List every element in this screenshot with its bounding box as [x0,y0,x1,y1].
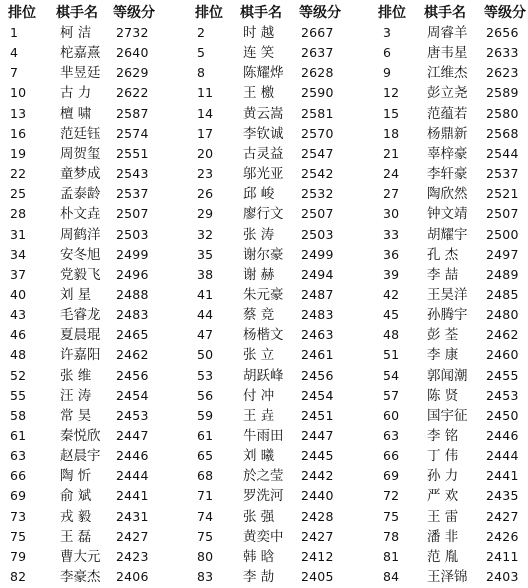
rating-cell: 2483 [301,307,334,323]
rank-cell: 22 [10,166,27,182]
rating-cell: 2494 [301,266,334,282]
rank-cell: 80 [197,548,214,564]
header-rank: 排位 [378,5,406,21]
rank-cell: 51 [383,347,400,363]
header-rating: 等级分 [113,5,155,21]
table-row [0,526,528,548]
rank-cell: 69 [10,488,27,504]
player-name-cell: 党毅飞 [60,266,101,283]
rating-cell: 2463 [301,327,334,343]
player-name-cell: 常 昊 [60,407,92,424]
rank-cell: 65 [197,448,214,464]
table-row [0,485,528,507]
rank-cell: 59 [197,407,214,423]
rank-cell: 83 [197,569,214,585]
player-name-cell: 周贺玺 [60,145,101,162]
player-name-cell: 李豪杰 [60,569,101,586]
rating-cell: 2447 [116,428,149,443]
player-name-cell: 朴文垚 [60,206,101,223]
rating-cell: 2427 [486,508,519,524]
rating-cell: 2544 [486,145,519,161]
table-row [0,546,528,568]
rank-cell: 36 [383,246,400,262]
player-name-cell: 蔡 竞 [243,307,275,324]
rating-cell: 2551 [116,145,149,161]
rating-cell: 2461 [301,347,334,363]
rating-cell: 2732 [116,25,149,40]
rank-cell: 25 [10,186,27,202]
table-row [0,264,528,286]
header-rating: 等级分 [299,5,341,21]
rating-cell: 2507 [486,206,519,222]
player-name-cell: 牛雨田 [243,428,284,444]
player-name-cell: 江维杰 [427,65,468,82]
player-name-cell: 许嘉阳 [60,347,101,364]
rating-cell: 2435 [486,488,519,504]
rating-cell: 2532 [301,186,334,202]
rank-cell: 39 [383,266,400,282]
rating-cell: 2488 [116,286,149,302]
rank-cell: 78 [383,528,400,544]
rank-cell: 23 [197,166,214,182]
rank-cell: 71 [197,488,214,504]
rating-cell: 2453 [486,387,519,403]
player-name-cell: 戎 毅 [60,508,92,525]
rating-cell: 2423 [116,548,149,564]
header-row [0,2,528,24]
rank-cell: 55 [10,387,27,403]
table-row [0,425,528,447]
rating-cell: 2499 [301,246,334,262]
rating-cell: 2441 [486,468,519,484]
player-name-cell: 俞 斌 [60,488,92,505]
player-name-cell: 付 冲 [243,387,275,404]
rank-cell: 3 [383,25,392,40]
player-name-cell: 范蕴若 [427,105,468,122]
player-name-cell: 严 欢 [427,488,459,505]
rating-cell: 2485 [486,286,519,302]
player-name-cell: 朱元豪 [243,286,284,303]
rating-cell: 2507 [116,206,149,222]
player-name-cell: 李轩豪 [427,166,468,183]
rating-cell: 2465 [116,327,149,343]
player-name-cell: 范 胤 [427,548,459,565]
rank-cell: 7 [10,65,19,81]
rating-cell: 2427 [116,528,149,544]
rank-cell: 11 [197,85,214,101]
rating-cell: 2431 [116,508,149,524]
player-name-cell: 陈耀烨 [243,65,284,82]
player-name-cell: 古灵益 [243,145,284,162]
player-name-cell: 张 强 [243,508,275,525]
rating-cell: 2454 [301,387,334,403]
player-name-cell: 李 铭 [427,428,459,444]
player-name-cell: 孟泰龄 [60,186,101,203]
rank-cell: 72 [383,488,400,504]
rating-cell: 2444 [486,448,519,464]
rank-cell: 38 [197,266,214,282]
player-name-cell: 韩 晗 [243,548,275,565]
player-name-cell: 周鹤洋 [60,226,101,243]
rank-cell: 8 [197,65,206,81]
rank-cell: 46 [10,327,27,343]
rank-cell: 21 [383,145,400,161]
rating-cell: 2444 [116,468,149,484]
rating-cell: 2537 [486,166,519,182]
rating-cell: 2500 [486,226,519,242]
player-name-cell: 童梦成 [60,166,101,183]
rank-cell: 50 [197,347,214,363]
player-name-cell: 曹大元 [60,548,101,565]
table-row [0,183,528,205]
rank-cell: 63 [10,448,27,464]
header-rank: 排位 [8,5,36,21]
table-row [0,405,528,427]
rank-cell: 31 [10,226,27,242]
rating-cell: 2428 [301,508,334,524]
rating-cell: 2427 [301,528,334,544]
rating-cell: 2581 [301,105,334,121]
rank-cell: 1 [10,25,19,40]
rank-cell: 34 [10,246,27,262]
player-name-cell: 孙腾宇 [427,307,468,324]
rating-cell: 2454 [116,387,149,403]
rating-cell: 2542 [301,166,334,182]
rating-cell: 2537 [116,186,149,202]
rating-cell: 2580 [486,105,519,121]
player-name-cell: 王 檄 [243,85,275,102]
table-row [0,566,528,588]
player-name-cell: 邬光亚 [243,166,284,183]
rating-cell: 2570 [301,125,334,141]
rating-cell: 2590 [301,85,334,101]
rating-cell: 2441 [116,488,149,504]
rank-cell: 52 [10,367,27,383]
rank-cell: 60 [383,407,400,423]
rating-cell: 2521 [486,186,519,202]
rating-cell: 2487 [301,286,334,302]
rank-cell: 75 [383,508,400,524]
rating-cell: 2411 [486,548,519,564]
rank-cell: 43 [10,307,27,323]
rating-cell: 2480 [486,307,519,323]
table-row [0,224,528,246]
rating-cell: 2489 [486,266,519,282]
rank-cell: 6 [383,45,392,61]
table-row [0,385,528,407]
player-name-cell: 潘 非 [427,528,459,545]
player-name-cell: 王 雷 [427,508,459,525]
rank-cell: 63 [383,428,400,443]
rating-cell: 2543 [116,166,149,182]
player-name-cell: 张 立 [243,347,275,364]
table-row [0,203,528,225]
table-row [0,42,528,64]
player-name-cell: 安冬旭 [60,246,101,263]
rank-cell: 44 [197,307,214,323]
player-name-cell: 王泽锦 [427,569,468,586]
player-name-cell: 王 垚 [243,407,275,424]
header-player: 棋手名 [424,5,466,21]
rating-cell: 2633 [486,45,519,61]
rank-cell: 82 [10,569,27,585]
player-name-cell: 王 磊 [60,528,92,545]
player-name-cell: 秦悦欣 [60,428,101,444]
rating-cell: 2629 [116,65,149,81]
player-name-cell: 彭立尧 [427,85,468,102]
player-name-cell: 罗洗河 [243,488,284,505]
rank-cell: 20 [197,145,214,161]
rating-cell: 2547 [301,145,334,161]
rank-cell: 61 [197,428,214,443]
rank-cell: 15 [383,105,400,121]
rank-cell: 17 [197,125,214,141]
rating-cell: 2445 [301,448,334,464]
player-name-cell: 汪 涛 [60,387,92,404]
rating-cell: 2456 [301,367,334,383]
rank-cell: 30 [383,206,400,222]
rank-cell: 61 [10,428,27,443]
rank-cell: 74 [197,508,214,524]
player-name-cell: 李 劼 [243,569,275,586]
rating-cell: 2628 [301,65,334,81]
player-name-cell: 古 力 [60,85,92,102]
rating-cell: 2403 [486,569,519,585]
rating-cell: 2455 [486,367,519,383]
rating-cell: 2451 [301,407,334,423]
rating-cell: 2446 [116,448,149,464]
rank-cell: 40 [10,286,27,302]
rank-cell: 14 [197,105,214,121]
rank-cell: 75 [10,528,27,544]
table-row [0,82,528,104]
header-rank: 排位 [195,5,223,21]
rating-cell: 2507 [301,206,334,222]
rank-cell: 48 [383,327,400,343]
table-row [0,103,528,125]
table-row [0,324,528,346]
player-name-cell: 檀 啸 [60,105,92,122]
player-name-cell: 国宇征 [427,407,468,424]
player-name-cell: 刘 星 [60,286,92,303]
player-name-cell: 陶 忻 [60,468,92,485]
table-row [0,163,528,185]
player-name-cell: 谢尔豪 [243,246,284,263]
rating-cell: 2456 [116,367,149,383]
player-name-cell: 谢 赫 [243,266,275,283]
rating-cell: 2640 [116,45,149,61]
rank-cell: 5 [197,45,206,61]
rank-cell: 37 [10,266,27,282]
rank-cell: 16 [10,125,27,141]
rank-cell: 45 [383,307,400,323]
table-row [0,365,528,387]
rank-cell: 29 [197,206,214,222]
rating-cell: 2440 [301,488,334,504]
player-name-cell: 杨鼎新 [427,125,468,142]
rating-cell: 2496 [116,266,149,282]
rating-cell: 2405 [301,569,334,585]
rank-cell: 69 [383,468,400,484]
rank-cell: 42 [383,286,400,302]
rank-cell: 24 [383,166,400,182]
rank-cell: 53 [197,367,214,383]
rank-cell: 47 [197,327,214,343]
table-row [0,344,528,366]
rank-cell: 9 [383,65,392,81]
player-name-cell: 廖行文 [243,206,284,223]
table-row [0,445,528,467]
player-name-cell: 刘 曦 [243,448,275,465]
rating-cell: 2483 [116,307,149,323]
player-name-cell: 钟文靖 [427,206,468,223]
player-name-cell: 於之莹 [243,468,284,485]
rank-cell: 19 [10,145,27,161]
rating-cell: 2446 [486,428,519,443]
player-name-cell: 李 康 [427,347,459,364]
rank-cell: 54 [383,367,400,383]
rank-cell: 2 [197,25,206,40]
rank-cell: 68 [197,468,214,484]
table-row [0,506,528,528]
rating-cell: 2460 [486,347,519,363]
rank-cell: 84 [383,569,400,585]
table-row [0,123,528,145]
player-name-cell: 赵晨宇 [60,448,101,465]
table-row [0,284,528,306]
player-name-cell: 张 涛 [243,226,275,243]
rank-cell: 35 [197,246,214,262]
rank-cell: 4 [10,45,19,61]
rating-cell: 2462 [486,327,519,343]
player-name-cell: 杨楷文 [243,327,284,344]
rank-cell: 73 [10,508,27,524]
player-name-cell: 王昊洋 [427,286,468,303]
rank-cell: 58 [10,407,27,423]
rating-cell: 2453 [116,407,149,423]
rating-cell: 2497 [486,246,519,262]
rank-cell: 48 [10,347,27,363]
rank-cell: 18 [383,125,400,141]
player-name-cell: 辜梓豪 [427,145,468,162]
player-name-cell: 李钦诚 [243,125,284,142]
rank-cell: 33 [383,226,400,242]
table-row [0,22,528,44]
header-player: 棋手名 [240,5,282,21]
player-name-cell: 黄云嵩 [243,105,284,122]
rank-cell: 32 [197,226,214,242]
player-name-cell: 彭 荃 [427,327,459,344]
rank-cell: 79 [10,548,27,564]
player-name-cell: 孔 杰 [427,246,459,263]
player-name-cell: 邱 峻 [243,186,275,203]
rating-cell: 2447 [301,428,334,443]
rank-cell: 10 [10,85,27,101]
player-name-cell: 时 越 [243,25,275,41]
rating-cell: 2503 [116,226,149,242]
rating-cell: 2637 [301,45,334,61]
rating-cell: 2462 [116,347,149,363]
rating-cell: 2656 [486,25,519,40]
player-name-cell: 黄奕中 [243,528,284,545]
rating-cell: 2667 [301,25,334,40]
table-row [0,143,528,165]
rating-cell: 2587 [116,105,149,121]
player-name-cell: 范廷钰 [60,125,101,142]
table-row [0,304,528,326]
player-name-cell: 孙 力 [427,468,459,485]
player-name-cell: 毛睿龙 [60,307,101,324]
table-row [0,62,528,84]
rating-cell: 2503 [301,226,334,242]
header-rating: 等级分 [484,5,526,21]
rank-cell: 57 [383,387,400,403]
player-name-cell: 夏晨琨 [60,327,101,344]
rating-cell: 2442 [301,468,334,484]
rank-cell: 66 [383,448,400,464]
player-name-cell: 张 维 [60,367,92,384]
player-name-cell: 胡耀宇 [427,226,468,243]
rating-cell: 2426 [486,528,519,544]
player-name-cell: 周睿羊 [427,25,468,41]
player-name-cell: 陈 贤 [427,387,459,404]
rating-cell: 2499 [116,246,149,262]
rank-cell: 75 [197,528,214,544]
player-name-cell: 柯 洁 [60,25,92,41]
rank-cell: 13 [10,105,27,121]
player-name-cell: 柁嘉熹 [60,45,101,62]
player-name-cell: 李 喆 [427,266,459,283]
rating-cell: 2574 [116,125,149,141]
rank-cell: 26 [197,186,214,202]
player-name-cell: 陶欣然 [427,186,468,203]
rank-cell: 27 [383,186,400,202]
rating-cell: 2406 [116,569,149,585]
rating-cell: 2589 [486,85,519,101]
rating-cell: 2568 [486,125,519,141]
player-name-cell: 郭闻潮 [427,367,468,384]
table-row [0,244,528,266]
rank-cell: 12 [383,85,400,101]
rank-cell: 28 [10,206,27,222]
table-row [0,465,528,487]
player-name-cell: 丁 伟 [427,448,459,465]
rank-cell: 56 [197,387,214,403]
rating-cell: 2623 [486,65,519,81]
rank-cell: 41 [197,286,214,302]
rating-cell: 2412 [301,548,334,564]
header-player: 棋手名 [56,5,98,21]
player-name-cell: 芈昱廷 [60,65,101,82]
player-name-cell: 连 笑 [243,45,275,62]
rating-cell: 2622 [116,85,149,101]
rank-cell: 81 [383,548,400,564]
rating-cell: 2450 [486,407,519,423]
player-name-cell: 唐韦星 [427,45,468,62]
player-name-cell: 胡跃峰 [243,367,284,384]
rank-cell: 66 [10,468,27,484]
